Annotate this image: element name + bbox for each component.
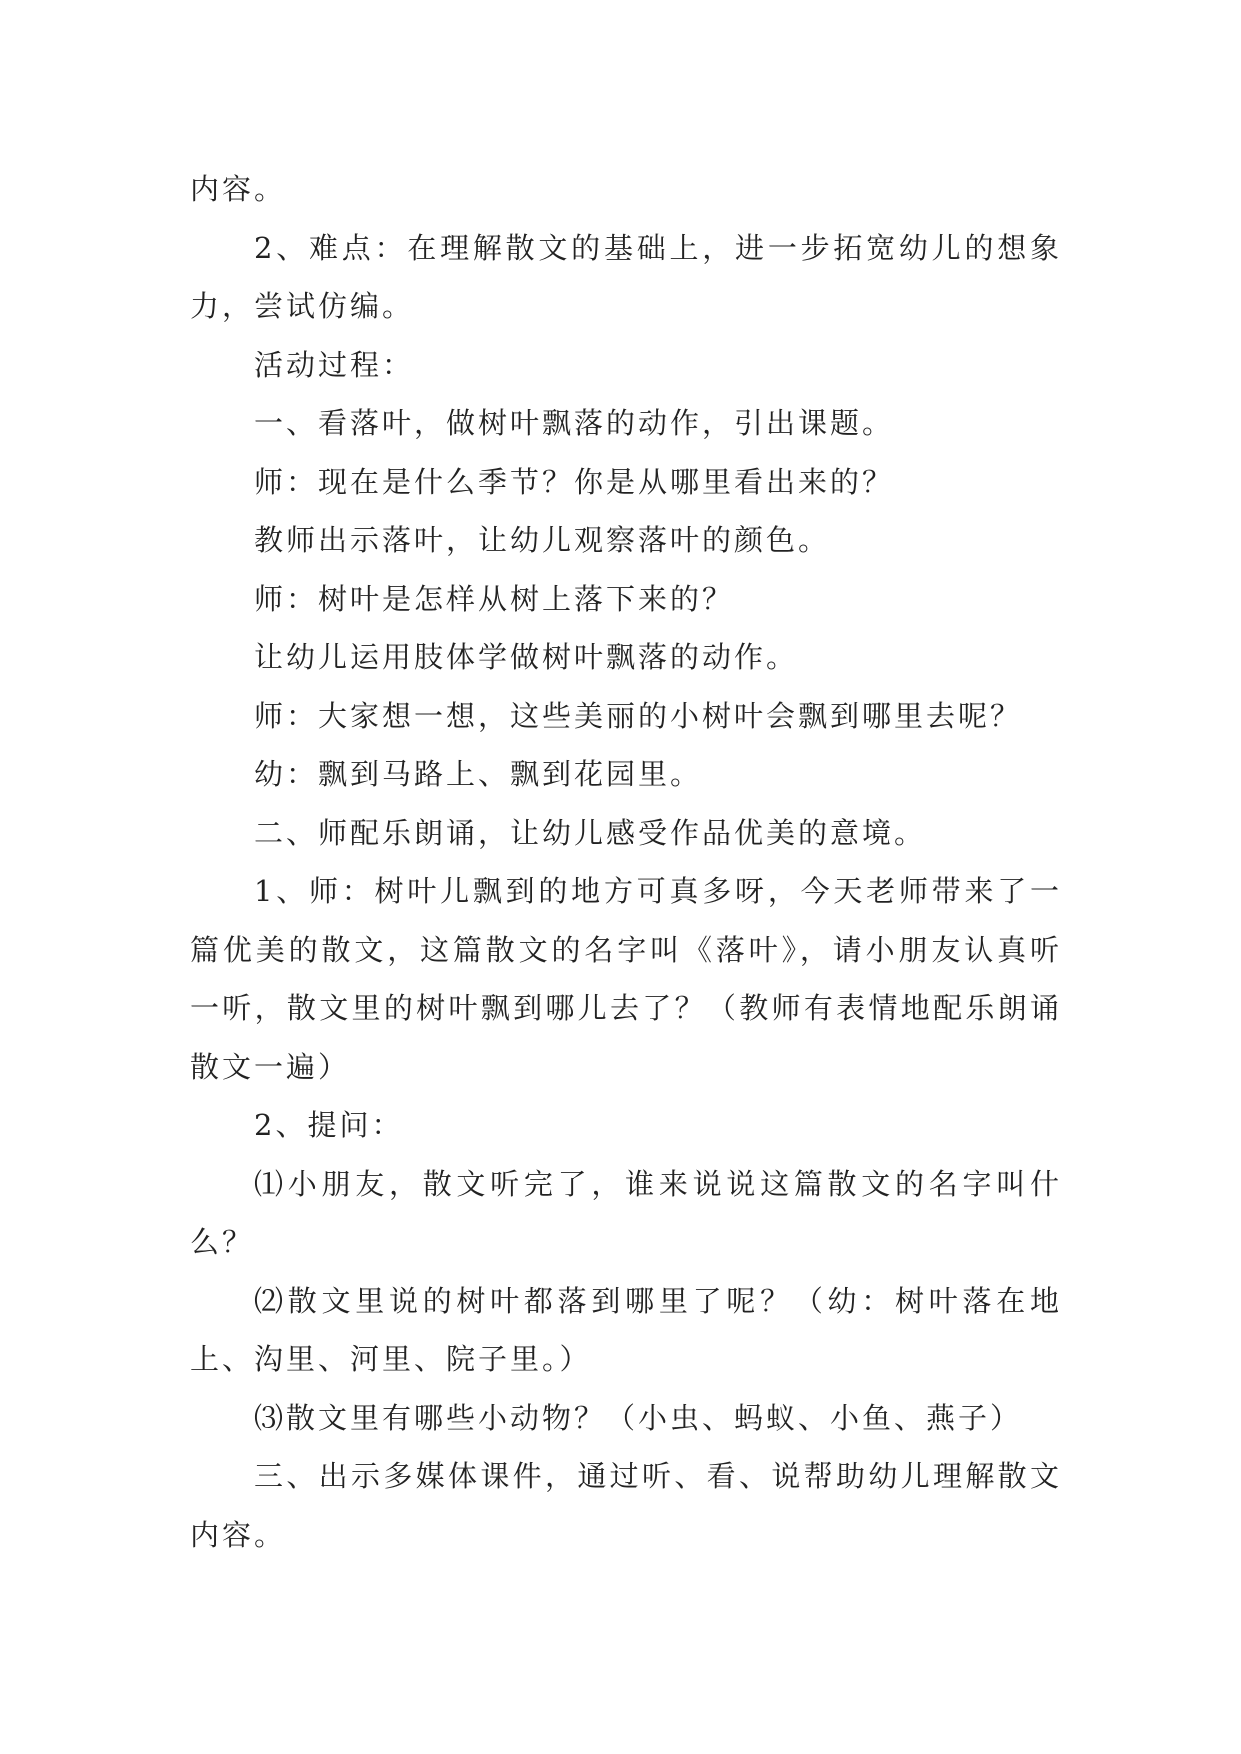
paragraph-activity-process: 活动过程：	[254, 347, 415, 382]
paragraph-section-one: 一、看落叶，做树叶飘落的动作，引出课题。	[254, 406, 895, 440]
paragraph-questions-heading: 2、提问：	[254, 1108, 404, 1142]
paragraph-content-continued: 内容。	[190, 172, 287, 206]
paragraph-teacher-where: 师：大家想一想，这些美丽的小树叶会飘到哪里去呢？	[254, 698, 1023, 733]
paragraph-teacher-how-fall: 师：树叶是怎样从树上落下来的？	[254, 581, 735, 616]
paragraph-section-three: 三、出示多媒体课件，通过听、看、说帮助幼儿理解散文内容。	[190, 1459, 1062, 1552]
document-body	[190, 160, 1062, 1564]
paragraph-section-two: 二、师配乐朗诵，让幼儿感受作品优美的意境。	[254, 815, 927, 850]
paragraph-teacher-season: 师：现在是什么季节？你是从哪里看出来的？	[254, 464, 895, 499]
paragraph-question-two: ⑵散文里说的树叶都落到哪里了呢？（幼：树叶落在地上、沟里、河里、院子里。）	[190, 1283, 1062, 1376]
paragraph-teacher-reading: 1、师：树叶儿飘到的地方可真多呀，今天老师带来了一篇优美的散文，这篇散文的名字叫《落叶》，请小朋友认真听一听，散文里的树叶飘到哪儿去了？（教师有表情地配乐朗诵散文一遍）	[190, 874, 1062, 1084]
paragraph-child-answer: 幼：飘到马路上、飘到花园里。	[254, 757, 703, 791]
paragraph-question-three: ⑶散文里有哪些小动物？（小虫、蚂蚁、小鱼、燕子）	[254, 1400, 1023, 1435]
paragraph-difficulty: 2、难点：在理解散文的基础上，进一步拓宽幼儿的想象力，尝试仿编。	[190, 230, 1062, 323]
paragraph-question-one: ⑴小朋友，散文听完了，谁来说说这篇散文的名字叫什么？	[190, 1166, 1062, 1259]
paragraph-body-movement: 让幼儿运用肢体学做树叶飘落的动作。	[254, 640, 799, 674]
paragraph-teacher-shows-leaves: 教师出示落叶，让幼儿观察落叶的颜色。	[254, 523, 831, 557]
